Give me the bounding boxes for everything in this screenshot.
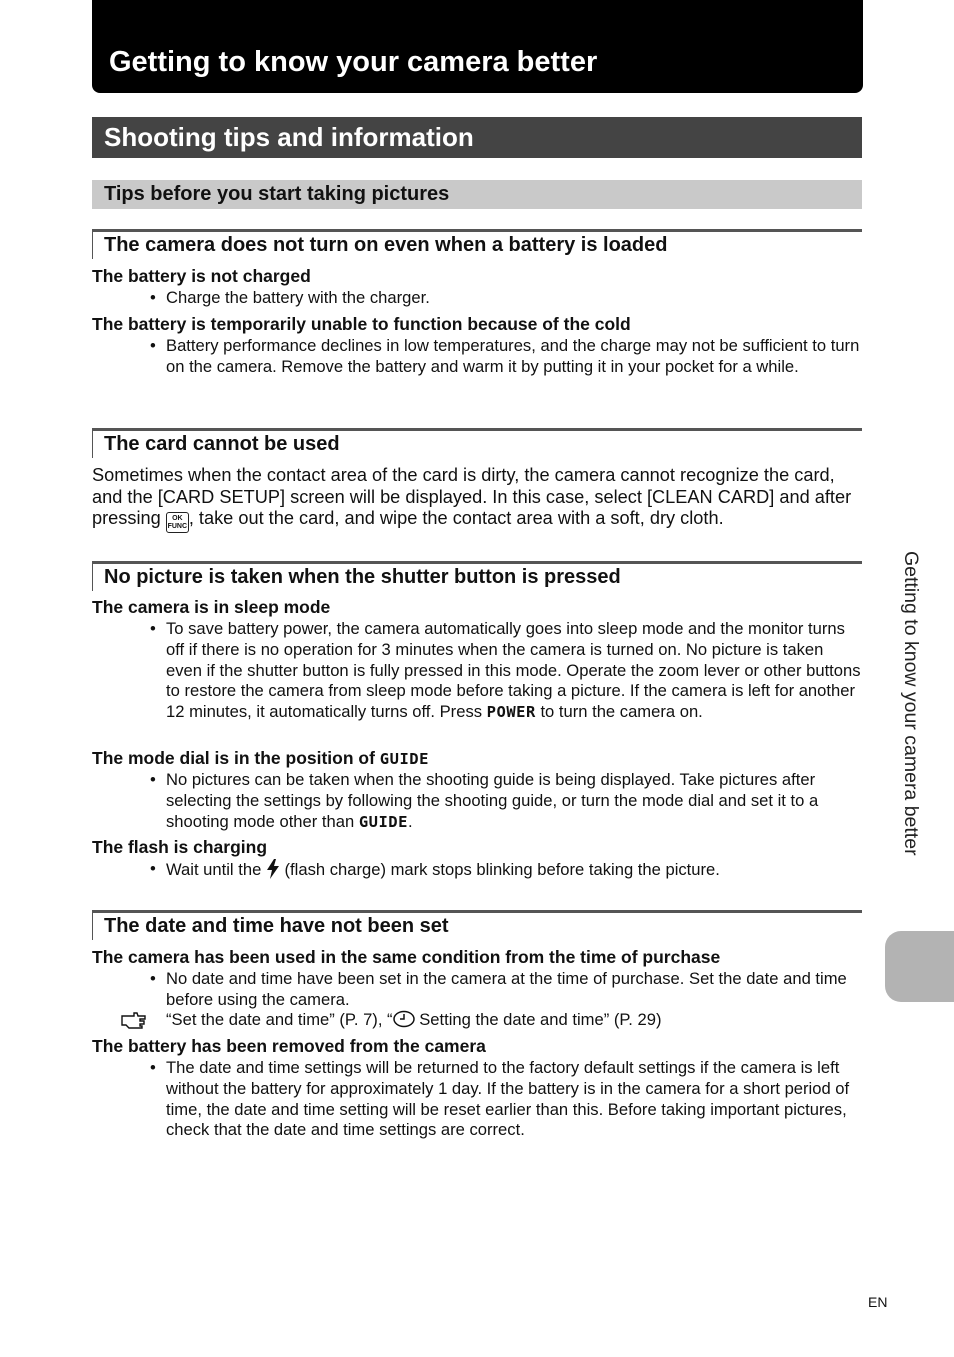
list-item: • Wait until the (flash charge) mark stops blinking before taking the picture. (150, 859, 720, 879)
list-item: • To save battery power, the camera automatically goes into sleep mode and the monitor turns off if there is no operation for 3 minutes when the camera is turned on. No picture is taken even if the shutter button is fully pressed in this mode. Operate the zoom lever or other buttons to restore the camera from sleep mode before taking a picture. If the camera is left for another 12 minutes, it automatically turns off. Press POWER to turn the camera on. (150, 619, 861, 722)
page-reference: “Set the date and time” (P. 7), “ Setting the date and time” (P. 29) (150, 1010, 862, 1031)
bullet: • (150, 969, 156, 988)
clock-icon (393, 1010, 415, 1028)
bullet: • (150, 770, 156, 789)
section-title: Shooting tips and information (104, 122, 474, 152)
bullet: • (150, 859, 156, 878)
section-header (92, 117, 862, 158)
bullet: • (150, 619, 156, 638)
topic-title: No picture is taken when the shutter button is pressed (104, 566, 621, 588)
cause-heading: The camera is in sleep mode (92, 597, 331, 617)
chapter-tab (885, 931, 954, 1002)
bullet: • (150, 288, 156, 307)
list-item: • The date and time settings will be returned to the factory default settings if the camera is left without the battery for approximately 1 day. If the battery is in the camera for a short period of time, the date and time setting will be reset earlier than this. Before taking important pictures, check that the date and time settings are correct. (150, 1058, 850, 1140)
guide-mode-label: GUIDE (358, 812, 408, 831)
topic-title: The date and time have not been set (104, 915, 449, 937)
bullet: • (150, 336, 156, 355)
topic-header (92, 229, 862, 259)
flash-charge-icon (266, 859, 280, 879)
subsection-title: Tips before you start taking pictures (104, 183, 450, 205)
power-button-label: POWER (486, 703, 536, 722)
list-item: • No pictures can be taken when the shooting guide is being displayed. Take pictures after selecting the settings by following the shooting guide, or turn the mode dial and set it to a shooting mode other than GUIDE. (150, 770, 819, 831)
topic-title: The card cannot be used (104, 433, 340, 455)
side-chapter-label: Getting to know your camera better (900, 551, 922, 856)
topic-header (92, 561, 862, 591)
pointing-hand-icon (120, 1010, 148, 1030)
topic-header (92, 428, 862, 458)
page-language: EN (868, 1294, 888, 1310)
cause-heading: The flash is charging (92, 837, 268, 857)
topic-header (92, 910, 862, 940)
cause-heading: The battery is not charged (92, 266, 311, 286)
bullet: • (150, 1058, 156, 1077)
cause-heading: The battery is temporarily unable to function because of the cold (92, 314, 631, 334)
cause-heading: The battery has been removed from the camera (92, 1036, 486, 1056)
ok-func-button-icon: OK FUNC (166, 512, 189, 533)
list-item: • Battery performance declines in low temperatures, and the charge may not be sufficient to turn on the camera. Remove the battery and warm it by putting it in your pocket for a while. (150, 336, 860, 376)
guide-mode-label: GUIDE (379, 750, 429, 768)
cause-heading: The camera has been used in the same condition from the time of purchase (92, 947, 721, 967)
paragraph: Sometimes when the contact area of the card is dirty, the camera cannot recognize the card, and the [CARD SETUP] screen will be displayed. In this case, select [CLEAN CARD] and after pressing OK FUNC , take out the card, and wipe the contact area with a soft, dry cloth. (92, 465, 862, 533)
cause-heading: The mode dial is in the position of GUIDE (92, 748, 429, 768)
chapter-title: Getting to know your camera better (109, 46, 598, 78)
list-item: • No date and time have been set in the camera at the time of purchase. Set the date and time before using the camera. (150, 969, 847, 1009)
list-item: • Charge the battery with the charger. (150, 288, 430, 307)
chapter-header (92, 0, 863, 93)
topic-title: The camera does not turn on even when a battery is loaded (104, 234, 668, 256)
subsection-header (92, 180, 862, 209)
